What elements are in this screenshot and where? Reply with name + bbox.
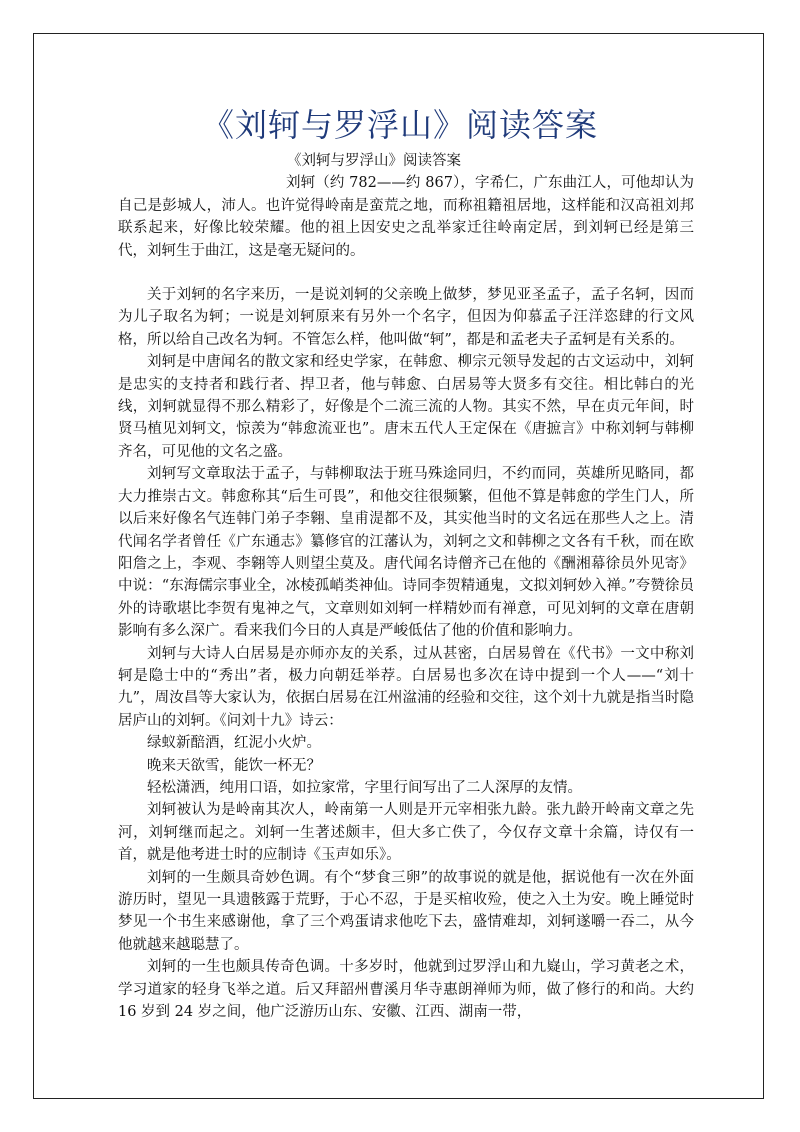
paragraph-reputation: 刘轲是中唐闻名的散文家和经史学家，在韩愈、柳宗元领导发起的古文运动中，刘轲是忠实的支持者和践行者、捍卫者，他与韩愈、白居易等大贤多有交往。相比韩白的光线，刘轲就显得不那么精彩了，好像是个二流三流的人物。其实不然，早在贞元年间，时贤马植见刘轲文，惊羡为“韩愈流亚也”。唐末五代人王定保在《唐摭言》中称刘轲与韩柳齐名，可见他的文名之盛。: [118, 354, 694, 460]
paragraph-lingnan: 刘轲被认为是岭南其次人，岭南第一人则是开元宰相张九龄。张九龄开岭南文章之先河，刘轲继而起之。刘轲一生著述颇丰，但大多亡佚了，今仅存文章十余篇，诗仅有一首，就是他考进士时的应制诗《玉声如乐》。: [118, 802, 694, 864]
paragraph-bai-juyi: 刘轲与大诗人白居易是亦师亦友的关系，过从甚密，白居易曾在《代书》一文中称刘轲是隐士中的“秀出”者，极力向朝廷举荐。白居易也多次在诗中提到一个人——“刘十九”，周汝昌等大家认为，依据白居易在江州湓浦的经验和交往，这个刘十九就是指当时隐居庐山的刘轲。《问刘十九》诗云：: [118, 645, 694, 729]
intro-paragraph: 刘轲（约 782——约 867），字希仁，广东曲江人，可他却认为自己是彭城人，沛人。也许觉得岭南是蛮荒之地，而称祖籍祖居地，这样能和汉高祖刘邦联系起来，好像比较荣耀。他的祖上因安史之乱举家迁往岭南定居，到刘轲已经是第三代，刘轲生于曲江，这是毫无疑问的。: [118, 175, 694, 259]
paragraph-poem-comment: 轻松潇洒，纯用口语，如拉家常，字里行间写出了二人深厚的友情。: [147, 779, 582, 796]
article-subtitle: 《刘轲与罗浮山》阅读答案: [287, 153, 461, 169]
paragraph-name-origin: 关于刘轲的名字来历，一是说刘轲的父亲晚上做梦，梦见亚圣孟子，孟子名轲，因而为儿子取名为轲；一说是刘轲原来有另外一个名字，但因为仰慕孟子汪洋恣肆的行文风格，所以给自己改名为轲。不管怎么样，他叫做“轲”，都是和孟老夫子孟轲是有关系的。: [118, 287, 694, 348]
poem-line-1: 绿蚁新醅酒，红泥小火炉。: [147, 735, 321, 752]
paragraph-travels: 刘轲的一生也颇具传奇色调。十多岁时，他就到过罗浮山和九嶷山，学习黄老之术，学习道家的轻身飞举之道。后又拜韶州曹溪月华寺惠朗禅师为师，做了修行的和尚。大约 16 岁到 24 岁之间，他广泛游历山东、安徽、江西、湖南一带，: [118, 959, 694, 1021]
paragraph-three-eggs: 刘轲的一生颇具奇妙色调。有个“梦食三卵”的故事说的就是他，据说他有一次在外面游历时，望见一具遗骸露于荒野，于心不忍，于是买棺收殓，使之入土为安。晚上睡觉时梦见一个书生来感谢他，拿了三个鸡蛋请求他吃下去，盛情难却，刘轲遂嚼一吞二，从今他就越来越聪慧了。: [118, 869, 694, 953]
article-body: [118, 150, 694, 1023]
page-title: 《刘轲与罗浮山》阅读答案: [201, 106, 598, 144]
paragraph-gap: [118, 262, 694, 284]
poem-line-2: 晚来天欲雪，能饮一杯无？: [147, 757, 321, 774]
paragraph-writing-style: 刘轲写文章取法于孟子，与韩柳取法于班马殊途同归，不约而同，英雄所见略同，都大力推崇古文。韩愈称其“后生可畏”，和他交往很频繁，但他不算是韩愈的学生门人，所以后来好像名气连韩门弟子李翱、皇甫湜都不及，其实他当时的文名远在那些人之上。清代闻名学者曾任《广东通志》纂修官的江藩认为，刘轲之文和韩柳之文各有千秋，而在欧阳詹之上，李观、李翱等人则望尘莫及。唐代闻名诗僧齐己在他的《酬湘幕徐员外见寄》中说：“东海儒宗事业全，冰棱孤峭类神仙。诗同李贺精通鬼，文拟刘轲妙入禅。”夸赞徐员外的诗歌堪比李贺有鬼神之气，文章则如刘轲一样精妙而有禅意，可见刘轲的文章在唐朝影响有多么深广。看来我们今日的人真是严峻低估了他的价值和影响力。: [118, 466, 694, 640]
